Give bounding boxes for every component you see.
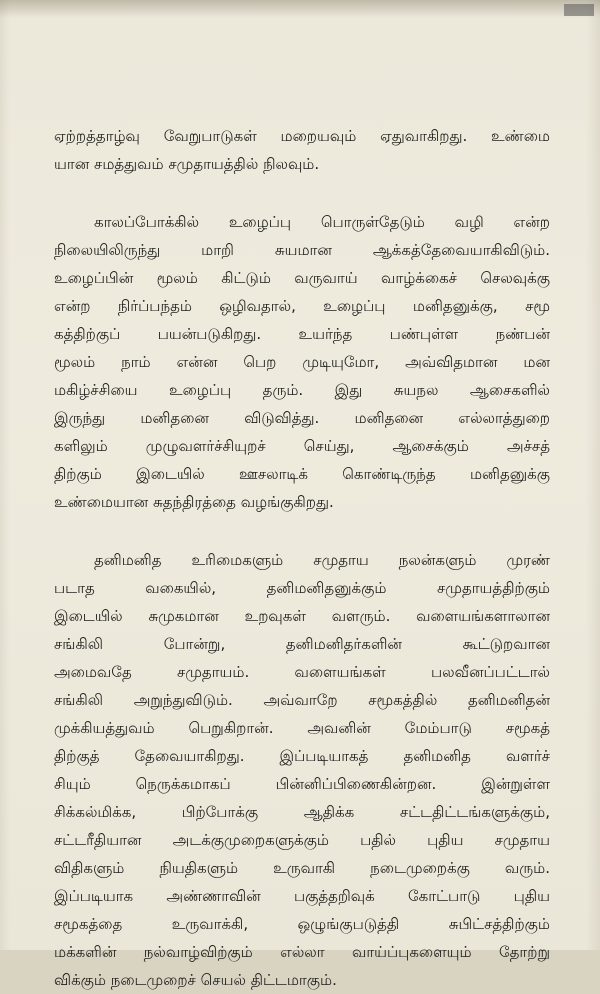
text-line: சமூகத்தை உருவாக்கி, ஒழுங்குபடுத்தி சுபிட்சத்திற்கும் — [54, 915, 550, 933]
text-line: சங்கிலி அறுந்துவிடும். அவ்வாறே சமூகத்தில் தனிமனிதன் — [54, 691, 550, 709]
text-line: தனிமனித உரிமைகளும் சமுதாய நலன்களும் முரண் — [94, 551, 550, 569]
text-line: காலப்போக்கில் உழைப்பு பொருள்தேடும் வழி என்ற — [94, 213, 550, 231]
text-line: திற்கும் இடையில் ஊசலாடிக் கொண்டிருந்த மனிதனுக்கு — [54, 465, 550, 483]
text-line: உழைப்பின் மூலம் கிட்டும் வருவாய் வாழ்க்கைச் செலவுக்கு — [54, 269, 550, 287]
text-line: அமைவதே சமுதாயம். வளையங்கள் பலவீனப்பட்டால் — [54, 663, 550, 681]
page-body-text — [54, 122, 550, 994]
text-line: ஏற்றத்தாழ்வு வேறுபாடுகள் மறையவும் ஏதுவாகிறது. உண்மை — [54, 127, 550, 145]
paragraph-gap — [54, 178, 550, 208]
scan-corner-mark — [564, 4, 594, 16]
text-line: திற்குத் தேவையாகிறது. இப்படியாகத் தனிமனித வளர்ச் — [54, 747, 550, 765]
text-line: மகிழ்ச்சியை உழைப்பு தரும். இது சுயநல ஆசைகளில் — [54, 381, 550, 399]
text-line: கத்திற்குப் பயன்படுகிறது. உயர்ந்த பண்புள்ள நண்பன் — [54, 325, 550, 343]
text-line: மூலம் நாம் என்ன பெற முடியுமோ, அவ்விதமான மன — [54, 353, 550, 371]
paragraph-gap — [54, 516, 550, 546]
text-line: மக்களின் நல்வாழ்விற்கும் எல்லா வாய்ப்புகளையும் தோற்று — [54, 943, 550, 961]
page-left-edge — [0, 0, 10, 950]
text-line: விதிகளும் நியதிகளும் உருவாகி நடைமுறைக்கு வரும். — [54, 859, 550, 877]
text-line: உண்மையான சுதந்திரத்தை வழங்குகிறது. — [54, 493, 334, 511]
text-line: நிலையிலிருந்து மாறி சுயமான ஆக்கத்தேவையாகிவிடும். — [54, 241, 550, 259]
text-line: யான சமத்துவம் சமுதாயத்தில் நிலவும். — [54, 155, 320, 173]
text-line: இருந்து மனிதனை விடுவித்து. மனிதனை எல்லாத்துறை — [54, 409, 550, 427]
text-line: படாத வகையில், தனிமனிதனுக்கும் சமுதாயத்திற்கும் — [54, 579, 550, 597]
text-line: சிக்கல்மிக்க, பிற்போக்கு ஆதிக்க சட்டதிட்டங்களுக்கும், — [54, 803, 550, 821]
text-line: சியும் நெருக்கமாகப் பின்னிப்பிணைகின்றன. இன்றுள்ள — [54, 775, 550, 793]
text-line: சட்டரீதியான அடக்குமுறைகளுக்கும் பதில் புதிய சமுதாய — [54, 831, 550, 849]
text-line: முக்கியத்துவம் பெறுகிறான். அவனின் மேம்பாடு சமூகத் — [54, 719, 550, 737]
text-line: விக்கும் நடைமுறைச் செயல் திட்டமாகும். — [54, 971, 337, 989]
text-line: களிலும் முழுவளர்ச்சியுறச் செய்து, ஆசைக்கும் அச்சத் — [54, 437, 550, 455]
text-line: என்ற நிர்ப்பந்தம் ஒழிவதால், உழைப்பு மனிதனுக்கு, சமூ — [54, 297, 550, 315]
page-top-shadow — [0, 0, 600, 18]
text-line: சங்கிலி போன்று, தனிமனிதர்களின் கூட்டுறவான — [54, 635, 550, 653]
text-line: இடையில் சுமுகமான உறவுகள் வளரும். வளையங்களாலான — [54, 607, 550, 625]
text-line: இப்படியாக அண்ணாவின் பகுத்தறிவுக் கோட்பாடு புதிய — [54, 887, 550, 905]
page-right-edge — [586, 0, 600, 950]
